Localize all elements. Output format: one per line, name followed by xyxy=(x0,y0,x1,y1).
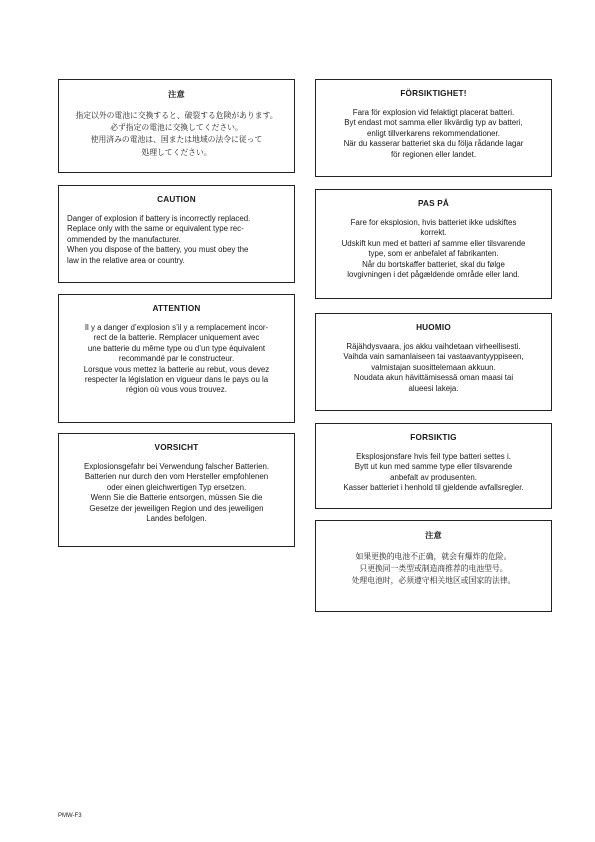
warning-body xyxy=(324,218,543,280)
warning-box-french xyxy=(58,294,295,423)
warning-title: ATTENTION xyxy=(152,304,201,313)
warning-line: une batterie du même type ou d’un type équivalent xyxy=(87,343,266,353)
warning-line: respecter la législation en vigueur dans le pays ou la xyxy=(84,375,269,385)
warning-title: 注意 xyxy=(168,89,185,99)
warning-line: Replace only with the same or equivalent type rec- xyxy=(67,224,244,234)
warning-line: enligt tillverkarens rekommendationer. xyxy=(367,128,500,138)
warning-title: VORSICHT xyxy=(154,443,199,452)
warning-title: FORSIKTIG xyxy=(410,433,457,442)
warning-line: alueesi lakeja. xyxy=(408,383,459,393)
warning-title: CAUTION xyxy=(157,195,196,204)
warning-box-english xyxy=(58,185,295,283)
warning-line: recommandé par le constructeur. xyxy=(118,354,235,364)
warning-body xyxy=(67,214,286,266)
warning-box-chinese xyxy=(315,520,552,612)
warning-line: oder einen gleichwertigen Typ ersetzen. xyxy=(106,482,247,492)
warning-line: Noudata akun hävittämisessä oman maasi tai xyxy=(353,373,514,383)
warning-line: korrekt. xyxy=(420,228,447,238)
warning-line: Bytt ut kun med samme type eller tilsvarende xyxy=(354,462,513,472)
warning-line: 只更换同一类型或制造商推荐的电池型号。 xyxy=(359,564,508,574)
warning-box-danish xyxy=(315,189,552,299)
warning-title: HUOMIO xyxy=(416,323,451,332)
warning-line: Explosionsgefahr bei Verwendung falscher Batterien. xyxy=(83,462,270,471)
warning-line: 必ず指定の電池に交換してください。 xyxy=(110,123,243,133)
warning-line: ommended by the manufacturer. xyxy=(67,234,181,244)
warning-line: Kasser batteriet i henhold til gjeldende avfallsregler. xyxy=(343,483,524,493)
warning-body xyxy=(324,452,543,494)
warning-box-swedish xyxy=(315,79,552,177)
warning-line: för regionen eller landet. xyxy=(390,149,477,159)
warning-title: 注意 xyxy=(425,530,442,540)
warning-line: Fare for eksplosion, hvis batteriet ikke udskiftes xyxy=(350,218,517,227)
warning-box-finnish xyxy=(315,313,552,411)
warning-title: FÖRSIKTIGHET! xyxy=(400,89,467,98)
warning-title: PAS PÅ xyxy=(417,199,450,208)
warning-line: Gesetze der jeweiligen Region und des jeweiligen xyxy=(89,503,264,513)
warning-line: Byt endast mot samma eller likvärdig typ av batteri, xyxy=(344,118,523,128)
warning-line: När du kasserar batteriet ska du följa rådande lagar xyxy=(343,139,524,149)
model-code: PMW-F3 xyxy=(58,813,82,819)
warning-line: Fara för explosion vid felaktigt placerat batteri. xyxy=(352,108,515,117)
warning-line: 処理してください。 xyxy=(141,147,212,157)
warning-line: Räjähdysvaara, jos akku vaihdetaan virheellisesti. xyxy=(346,342,521,351)
warning-body xyxy=(324,108,543,160)
warning-line: 如果更换的电池不正确，就会有爆炸的危险。 xyxy=(355,552,512,561)
warning-line: région où vous vous trouvez. xyxy=(126,385,227,395)
warning-body xyxy=(324,342,543,394)
warning-line: 处理电池时，必须遵守相关地区或国家的法律。 xyxy=(351,576,516,586)
warning-box-japanese xyxy=(58,79,295,173)
warning-line: lovgivningen i det pågældende område eller land. xyxy=(347,270,520,280)
warning-line: Eksplosjonsfare hvis feil type batteri settes i. xyxy=(356,452,511,461)
warning-body xyxy=(324,551,543,588)
warning-box-german xyxy=(58,433,295,547)
warning-line: 指定以外の電池に交換すると、破裂する危険があります。 xyxy=(75,111,278,120)
warning-box-norwegian xyxy=(315,423,552,509)
warning-line: Vaihda vain samanlaiseen tai vastaavantyyppiseen, xyxy=(343,352,524,362)
warning-body xyxy=(67,462,286,524)
warning-line: type, som er anbefalet af fabrikanten. xyxy=(368,249,499,259)
warning-line: valmistajan suosittelemaan akkuun. xyxy=(371,362,496,372)
warning-body xyxy=(67,110,286,159)
warning-line: Danger of explosion if battery is incorrectly replaced. xyxy=(67,214,251,223)
warning-line: Wenn Sie die Batterie entsorgen, müssen Sie die xyxy=(90,493,263,503)
warning-line: When you dispose of the battery, you must obey the xyxy=(67,245,249,255)
warning-line: Når du bortskaffer batteriet, skal du følge xyxy=(362,259,505,269)
warning-line: Landes befolgen. xyxy=(146,514,207,524)
warning-line: Lorsque vous mettez la batterie au rebut, vous devez xyxy=(83,364,270,374)
warning-line: Batterien nur durch den vom Hersteller empfohlenen xyxy=(84,472,269,482)
warning-line: 使用済みの電池は、国または地域の法令に従って xyxy=(90,135,263,145)
warning-line: Udskift kun med et batteri af samme eller tilsvarende xyxy=(341,238,526,248)
warning-line: Il y a danger d’explosion s’il y a remplacement incor- xyxy=(84,323,269,332)
warning-line: law in the relative area or country. xyxy=(67,255,185,265)
warning-body xyxy=(67,323,286,396)
warning-line: anbefalt av produsenten. xyxy=(390,472,477,482)
warning-line: rect de la batterie. Remplacer uniquement avec xyxy=(93,333,260,343)
